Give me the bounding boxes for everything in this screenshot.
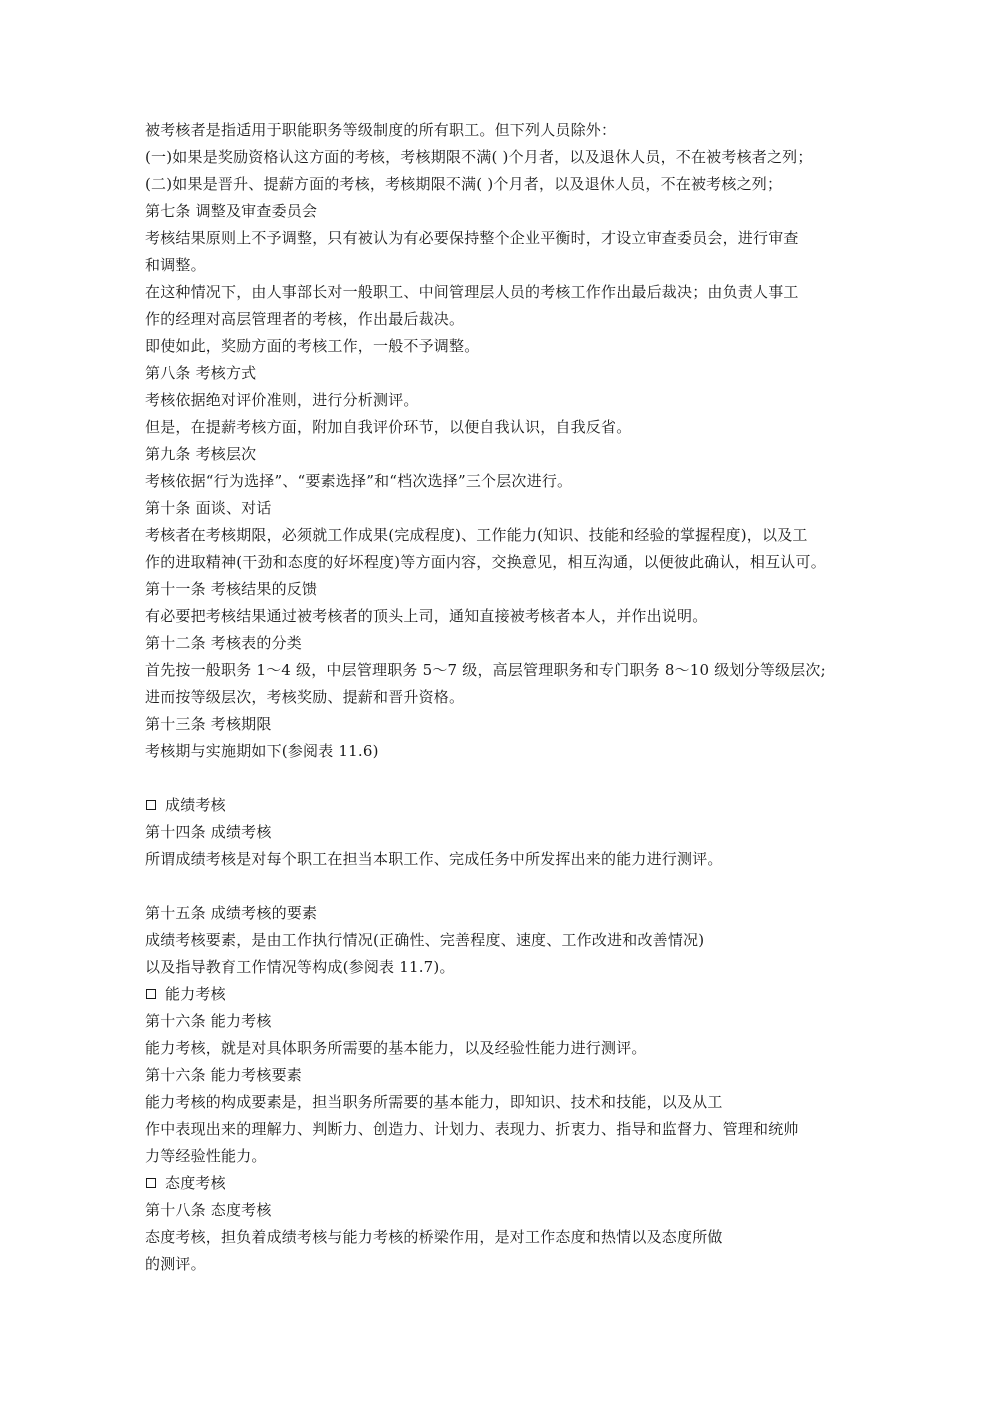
text-line: 作的经理对高层管理者的考核，作出最后裁决。 xyxy=(145,310,465,328)
checkbox-square-icon xyxy=(146,800,156,810)
text-line: 能力考核，就是对具体职务所需要的基本能力，以及经验性能力进行测评。 xyxy=(145,1039,647,1057)
text-line: 考核期与实施期如下(参阅表 11.6) xyxy=(145,742,379,760)
section-heading: 第十六条 能力考核 xyxy=(145,1012,272,1030)
text-line: 力等经验性能力。 xyxy=(145,1147,267,1165)
text-line: 作的进取精神(干劲和态度的好坏程度)等方面内容，交换意见，相互沟通，以便彼此确认，相互认可。 xyxy=(145,553,826,571)
text-line: 的测评。 xyxy=(145,1255,206,1273)
checkbox-square-icon xyxy=(146,989,156,999)
text-line: 考核结果原则上不予调整，只有被认为有必要保持整个企业平衡时，才设立审查委员会，进行审查 xyxy=(145,229,799,247)
text-line: 即使如此，奖励方面的考核工作，一般不予调整。 xyxy=(145,337,480,355)
section-heading: 第十二条 考核表的分类 xyxy=(145,634,302,652)
text-line: 能力考核的构成要素是，担当职务所需要的基本能力，即知识、技术和技能，以及从工 xyxy=(145,1093,723,1111)
section-heading: 第八条 考核方式 xyxy=(145,364,257,382)
text-line: 但是，在提薪考核方面，附加自我评价环节，以便自我认识，自我反省。 xyxy=(145,418,632,436)
text-line: 在这种情况下，由人事部长对一般职工、中间管理层人员的考核工作作出最后裁决；由负责人事工 xyxy=(145,283,799,301)
section-heading: 第十六条 能力考核要素 xyxy=(145,1066,302,1084)
text-line: 成绩考核要素，是由工作执行情况(正确性、完善程度、速度、工作改进和改善情况) xyxy=(145,931,705,949)
text-line: 以及指导教育工作情况等构成(参阅表 11.7)。 xyxy=(145,958,455,976)
bullet-heading xyxy=(145,984,226,1004)
text-line: 有必要把考核结果通过被考核者的顶头上司，通知直接被考核者本人，并作出说明。 xyxy=(145,607,708,625)
text-line: 考核依据“行为选择”、“要素选择”和“档次选择”三个层次进行。 xyxy=(145,472,573,490)
bullet-heading xyxy=(145,795,226,815)
text-line: 所谓成绩考核是对每个职工在担当本职工作、完成任务中所发挥出来的能力进行测评。 xyxy=(145,850,723,868)
text-line: 和调整。 xyxy=(145,256,206,274)
text-line: (一)如果是奖励资格认这方面的考核，考核期限不满( )个月者，以及退休人员，不在被考核者之列； xyxy=(145,148,813,166)
bullet-heading xyxy=(145,1173,226,1193)
bullet-heading-label: 能力考核 xyxy=(165,985,226,1003)
text-line: 进而按等级层次，考核奖励、提薪和晋升资格。 xyxy=(145,688,465,706)
section-heading: 第七条 调整及审查委员会 xyxy=(145,202,318,220)
text-line: 考核者在考核期限，必须就工作成果(完成程度)、工作能力(知识、技能和经验的掌握程度)，以及工 xyxy=(145,526,808,544)
section-heading: 第十八条 态度考核 xyxy=(145,1201,272,1219)
section-heading: 第十一条 考核结果的反馈 xyxy=(145,580,318,598)
text-line: 首先按一般职务 1～4 级，中层管理职务 5～7 级，高层管理职务和专门职务 8～10 级划分等级层次; xyxy=(145,661,826,679)
section-heading: 第十五条 成绩考核的要素 xyxy=(145,904,318,922)
bullet-heading-label: 态度考核 xyxy=(165,1174,226,1192)
section-heading: 第十条 面谈、对话 xyxy=(145,499,272,517)
text-line: 考核依据绝对评价准则，进行分析测评。 xyxy=(145,391,419,409)
bullet-heading-label: 成绩考核 xyxy=(165,796,226,814)
text-line: 态度考核，担负着成绩考核与能力考核的桥梁作用，是对工作态度和热情以及态度所做 xyxy=(145,1228,723,1246)
checkbox-square-icon xyxy=(146,1178,156,1188)
text-line: (二)如果是晋升、提薪方面的考核，考核期限不满( )个月者，以及退休人员，不在被考核之列； xyxy=(145,175,783,193)
section-heading: 第十四条 成绩考核 xyxy=(145,823,272,841)
section-heading: 第十三条 考核期限 xyxy=(145,715,272,733)
text-line: 被考核者是指适用于职能职务等级制度的所有职工。但下列人员除外： xyxy=(145,121,617,139)
text-line: 作中表现出来的理解力、判断力、创造力、计划力、表现力、折衷力、指导和监督力、管理和统帅 xyxy=(145,1120,799,1138)
section-heading: 第九条 考核层次 xyxy=(145,445,257,463)
